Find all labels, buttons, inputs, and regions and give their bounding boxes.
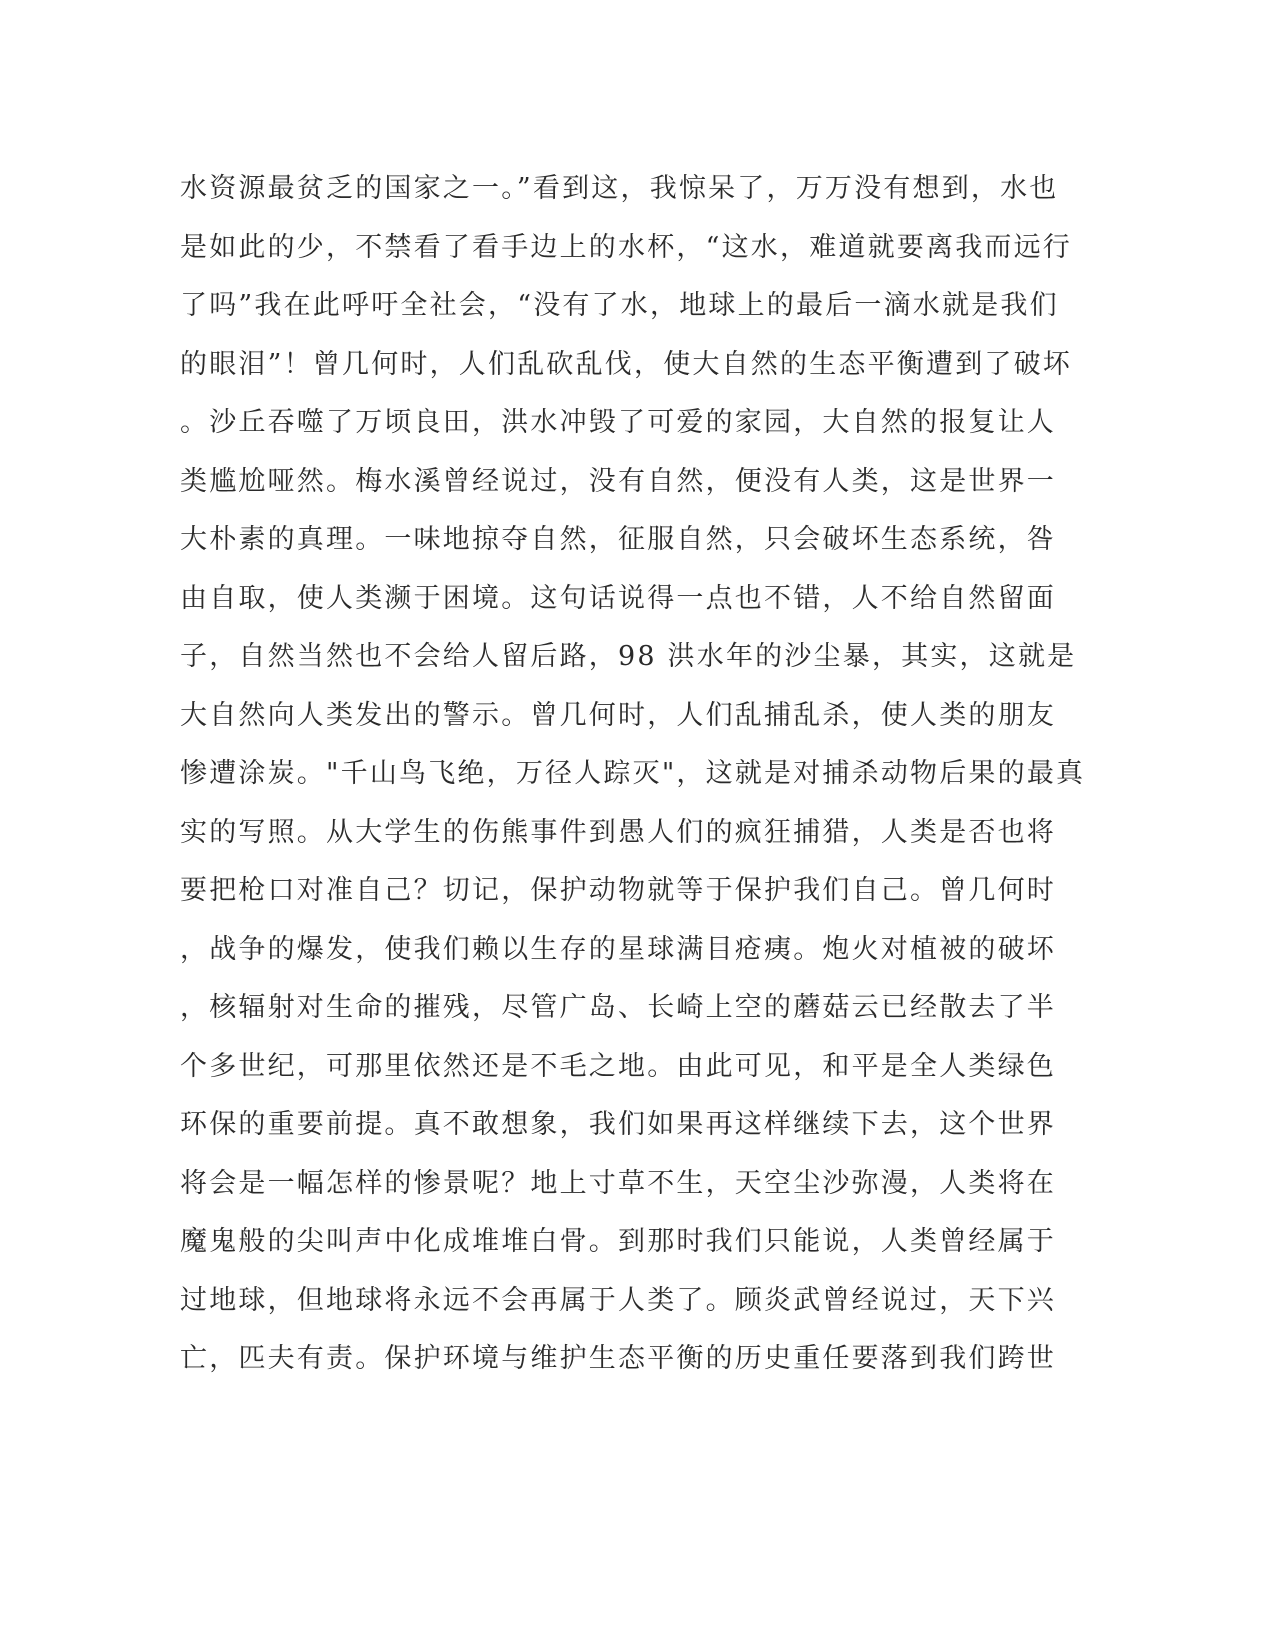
text-line: 的眼泪”！曾几何时，人们乱砍乱伐，使大自然的生态平衡遭到了破坏 [180, 348, 1073, 380]
text-line: 是如此的少，不禁看了看手边上的水杯，“这水，难道就要离我而远行 [180, 231, 1073, 263]
text-line: 实的写照。从大学生的伤熊事件到愚人们的疯狂捕猎，人类是否也将 [180, 816, 1056, 848]
text-line: 亡，匹夫有责。保护环境与维护生态平衡的历史重任要落到我们跨世 [180, 1343, 1056, 1374]
text-line: ，核辐射对生命的摧残，尽管广岛、长崎上空的蘑菇云已经散去了半 [180, 992, 1056, 1023]
text-line: ，战争的爆发，使我们赖以生存的星球满目疮痍。炮火对植被的破坏 [180, 933, 1056, 965]
text-line: 大自然向人类发出的警示。曾几何时，人们乱捕乱杀，使人类的朋友 [180, 699, 1056, 731]
text-line: 类尴尬哑然。梅水溪曾经说过，没有自然，便没有人类，这是世界一 [180, 465, 1056, 497]
text-line: 环保的重要前提。真不敢想象，我们如果再这样继续下去，这个世界 [180, 1109, 1056, 1140]
text-line: 了吗”我在此呼吁全社会，“没有了水，地球上的最后一滴水就是我们 [180, 290, 1059, 321]
text-line: 要把枪口对准自己？切记，保护动物就等于保护我们自己。曾几何时 [180, 875, 1056, 906]
text-line: 过地球，但地球将永远不会再属于人类了。顾炎武曾经说过，天下兴 [180, 1284, 1056, 1316]
text-line: 。沙丘吞噬了万顷良田，洪水冲毁了可爱的家园，大自然的报复让人 [180, 407, 1056, 438]
text-line: 由自取，使人类濒于困境。这句话说得一点也不错，人不给自然留面 [180, 582, 1056, 614]
text-line: 惨遭涂炭。"千山鸟飞绝，万径人踪灭"，这就是对捕杀动物后果的最真 [180, 758, 1086, 789]
text-line: 魔鬼般的尖叫声中化成堆堆白骨。到那时我们只能说，人类曾经属于 [180, 1226, 1056, 1257]
text-line: 子，自然当然也不会给人留后路，98 洪水年的沙尘暴，其实，这就是 [180, 641, 1077, 672]
text-line: 水资源最贫乏的国家之一。”看到这，我惊呆了，万万没有想到，水也 [180, 173, 1059, 204]
body-text [180, 160, 1086, 1389]
text-line: 个多世纪，可那里依然还是不毛之地。由此可见，和平是全人类绿色 [180, 1050, 1056, 1082]
text-line: 大朴素的真理。一味地掠夺自然，征服自然，只会破坏生态系统，咎 [180, 524, 1056, 555]
text-line: 将会是一幅怎样的惨景呢？地上寸草不生，天空尘沙弥漫，人类将在 [180, 1167, 1056, 1199]
